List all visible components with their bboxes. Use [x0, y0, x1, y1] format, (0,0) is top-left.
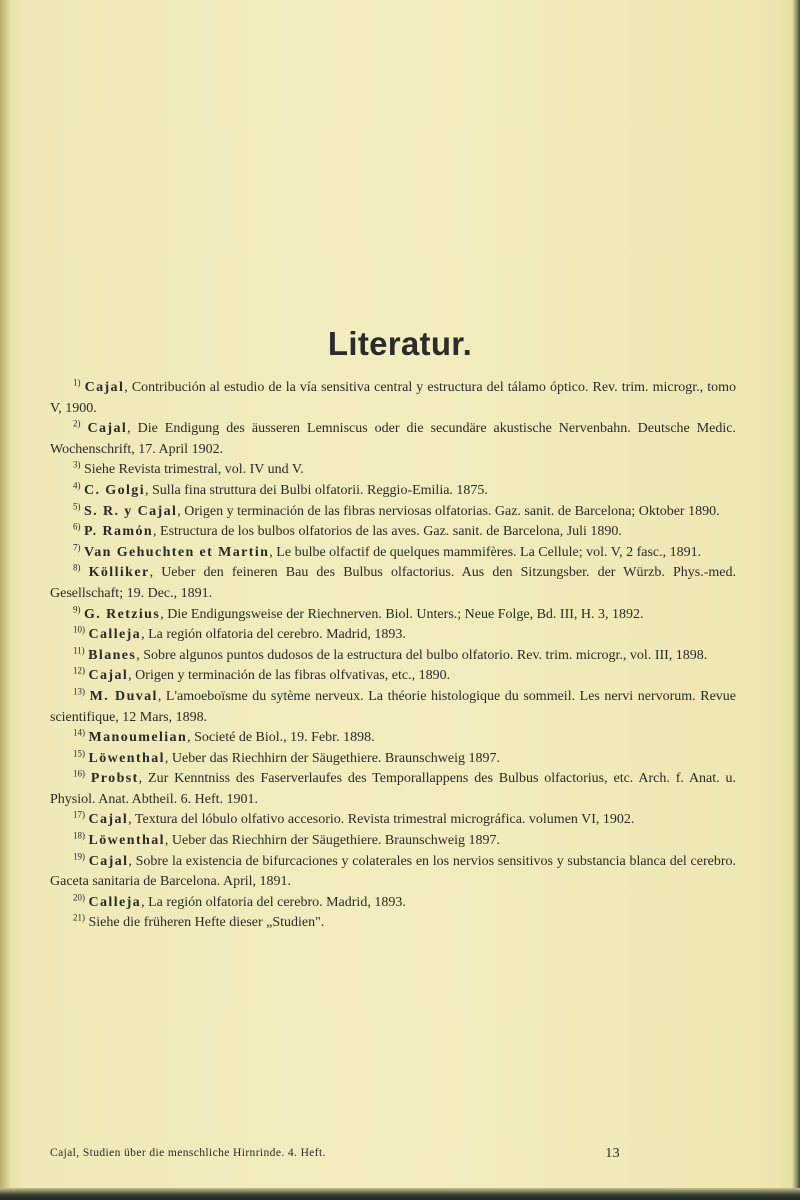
page-number: 13 — [605, 1146, 620, 1161]
reference-author: P. Ramón — [84, 524, 154, 540]
reference-text: , Estructura de los bulbos olfatorios de las aves. Gaz. sanit. de Barcelona, Juli 1890. — [153, 524, 622, 540]
reference-number: 7) — [73, 542, 81, 553]
reference-entry — [50, 625, 736, 646]
reference-author: Löwenthal — [88, 750, 165, 766]
reference-text: , L'amoeboïsme du sytème nerveux. La théorie histologique du sommeil. Les nervi nervorum. Revue scientifique, 12 Mars, 1898. — [50, 688, 737, 725]
reference-author: Kölliker — [88, 565, 150, 581]
reference-text: , Contribución al estudio de la vía sensitiva central y estructura del tálamo óptico. Rev. trim. microgr., tomo V, 1900. — [50, 380, 737, 416]
reference-entry — [50, 666, 736, 687]
reference-entry — [50, 728, 736, 749]
reference-author: Cajal — [88, 853, 129, 869]
reference-author: Cajal — [87, 421, 128, 437]
reference-author: M. Duval — [89, 688, 158, 704]
reference-author: Cajal — [84, 380, 125, 395]
reference-text: , Zur Kenntniss des Faserverlaufes des Temporallappens des Bulbus olfactorius, etc. Arch. f. Anat. u. Physiol. Anat. Abtheil. 6. Heft. 1901. — [50, 771, 737, 807]
reference-text: , Die Endigung des äusseren Lemniscus oder die secundäre akustische Nervenbahn. Deutsche Medic. Wochenschrift, 17. April 1902. — [50, 421, 737, 457]
reference-text: , Sobre algunos puntos dudosos de la estructura del bulbo olfatorio. Rev. trim. microgr., vol. III, 1898. — [136, 647, 708, 663]
reference-text: , Ueber den feineren Bau des Bulbus olfactorius. Aus den Sitzungsber. der Würzb. Phys.-med. Gesellschaft; 19. Dec., 1891. — [50, 565, 737, 601]
reference-text: , Die Endigungsweise der Riechnerven. Biol. Unters.; Neue Folge, Bd. III, H. 3, 1892. — [160, 606, 644, 622]
reference-author: Van Gehuchten et Martin — [84, 544, 270, 560]
reference-number: 17) — [73, 809, 85, 820]
page-footer — [50, 1147, 736, 1167]
reference-entry — [50, 687, 736, 728]
reference-entry — [50, 563, 736, 604]
reference-author: Löwenthal — [88, 833, 165, 849]
reference-number: 19) — [73, 851, 85, 861]
reference-entry — [50, 460, 736, 481]
reference-text: , Textura del lóbulo olfativo accesorio. Revista trimestral micrográfica. volumen VI, 1902. — [128, 812, 635, 828]
reference-number: 2) — [73, 418, 81, 429]
page-title: Literatur. — [327, 325, 473, 363]
reference-number: 10) — [73, 624, 85, 635]
reference-text: , Origen y terminación de las fibras olfvativas, etc., 1890. — [128, 668, 451, 684]
reference-author: C. Golgi — [84, 482, 145, 498]
reference-text: , Ueber das Riechhirn der Säugethiere. Braunschweig 1897. — [164, 750, 501, 766]
reference-text: , Sulla fina struttura dei Bulbi olfatorii. Reggio-Emilia. 1875. — [144, 482, 488, 498]
reference-text: , Sobre la existencia de bifurcaciones y colaterales en los nervios sensitivos y substancia blanca del cerebro. Gaceta sanitaria de Barcelona. April, 1891. — [50, 853, 736, 890]
reference-author: Manoumelian — [88, 730, 188, 746]
reference-number: 11) — [73, 645, 85, 656]
reference-text: , Ueber das Riechhirn der Säugethiere. Braunschweig 1897. — [164, 833, 501, 849]
reference-number: 5) — [73, 500, 81, 511]
reference-entry — [50, 378, 736, 419]
reference-number: 13) — [73, 686, 85, 697]
reference-author: Cajal — [88, 668, 129, 684]
reference-entry — [50, 605, 736, 626]
reference-entry — [50, 749, 736, 770]
reference-author: Cajal — [88, 812, 129, 828]
reference-entry — [50, 893, 736, 914]
reference-entry — [50, 810, 736, 831]
reference-author: Calleja — [88, 627, 142, 643]
reference-list — [50, 378, 736, 934]
reference-author: Probst — [90, 771, 139, 787]
reference-text: , Societé de Biol., 19. Febr. 1898. — [187, 730, 375, 746]
reference-number: 8) — [73, 562, 81, 573]
reference-entry — [50, 646, 736, 667]
reference-entry — [50, 543, 736, 564]
running-title: Cajal, Studien über die menschliche Hirnrinde. 4. Heft. — [50, 1147, 326, 1159]
reference-entry — [50, 502, 736, 523]
reference-entry — [50, 522, 736, 543]
reference-author: Calleja — [88, 894, 142, 910]
reference-entry — [50, 481, 736, 502]
page-bottom-edge — [0, 1188, 800, 1200]
reference-number: 3) — [73, 459, 81, 470]
reference-number: 4) — [73, 480, 81, 491]
page-left-shadow — [0, 0, 10, 1200]
reference-number: 21) — [73, 912, 85, 923]
reference-number: 16) — [73, 768, 85, 779]
reference-entry — [50, 769, 736, 810]
reference-number: 14) — [73, 727, 85, 738]
reference-text: , Le bulbe olfactif de quelques mammifères. La Cellule; vol. V, 2 fasc., 1891. — [269, 544, 702, 560]
reference-text: , La región olfatoria del cerebro. Madrid, 1893. — [141, 894, 406, 910]
reference-author: S. R. y Cajal — [84, 503, 178, 519]
reference-number: 6) — [73, 521, 81, 532]
reference-entry — [50, 852, 736, 893]
reference-text: , Origen y terminación de las fibras nerviosas olfatorias. Gaz. sanit. de Barcelona; Oktober 1890. — [177, 503, 720, 519]
reference-author: Blanes — [88, 647, 137, 663]
reference-entry — [50, 831, 736, 852]
reference-text: Siehe Revista trimestral, vol. IV und V. — [84, 462, 304, 478]
reference-entry — [50, 419, 736, 460]
reference-number: 15) — [73, 748, 85, 759]
reference-number: 12) — [73, 665, 85, 676]
reference-number: 20) — [73, 892, 85, 903]
reference-number: 9) — [73, 603, 81, 614]
reference-entry — [50, 913, 736, 934]
reference-text: Siehe die früheren Hefte dieser „Studien". — [88, 915, 325, 931]
page-right-edge — [792, 0, 800, 1200]
reference-number: 18) — [73, 830, 85, 841]
reference-author: G. Retzius — [84, 606, 161, 622]
reference-text: , La región olfatoria del cerebro. Madrid, 1893. — [141, 627, 406, 643]
reference-number: 1) — [73, 377, 81, 388]
